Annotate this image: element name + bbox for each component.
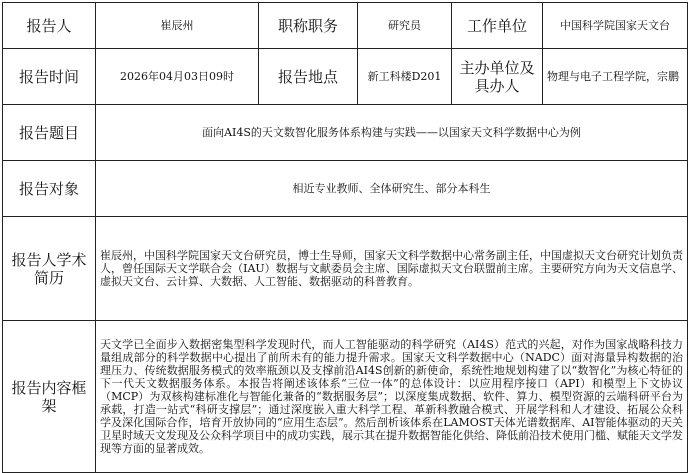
- host-value: 物理与电子工程学院，宗鹏: [543, 49, 688, 105]
- topic-value: 面向AI4S的天文数智化服务体系构建与实践——以国家天文科学数据中心为例: [96, 105, 688, 161]
- row-content: [3, 321, 688, 473]
- location-label: 报告地点: [259, 49, 358, 105]
- bio-paragraph: 崔辰州，中国科学院国家天文台研究员，博士生导师，国家天文科学数据中心常务副主任，中国虚拟天文台研究计划负责人，曾任国际天文学联合会（IAU）数据与文献委员会主席、国际虚拟天文台联盟前主席。主要研究方向为天文信息学、虚拟天文台、云计算、大数据、人工智能、数据驱动的科普教育。: [100, 248, 683, 289]
- content-paragraph: 天文学已全面步入数据密集型科学发现时代，而人工智能驱动的科学研究（AI4S）范式的兴起，对作为国家战略科技力量组成部分的科学数据中心提出了前所未有的能力提升需求。国家天文科学数据中心（NADC）面对海量异构数据的治理压力、传统数据服务模式的效率瓶颈以及支撑前沿AI4S创新的新使命，系统性地规划构建了以“数智化”为核心特征的下一代天文数据服务体系。本报告将阐述该体系“三位一体”的总体设计：以应用程序接口（API）和模型上下文协议（MCP）为双核构建标准化与智能化兼备的“数据服务层”；以深度集成数据、软件、算力、模型资源的云端科研平台为承载，打造一站式“科研支撑层”；通过深度嵌入重大科学工程、革新科教融合模式、开展学科和人才建设、拓展公众科学及深化国际合作，培育开放协同的“应用生态层”。然后剖析该体系在LAMOST天体光谱数据库、AI智能体驱动的天关卫星时域天文发现及公众科学项目中的成功实践，展示其在提升数据智能化供给、降低前沿技术使用门槛、赋能天文学发现等方面的显著成效。: [100, 337, 683, 456]
- bio-text: [96, 217, 688, 321]
- row-audience: [3, 161, 688, 217]
- position-label: 职称职务: [259, 3, 358, 49]
- report-info-table: [2, 2, 688, 473]
- row-topic: [3, 105, 688, 161]
- workplace-label: 工作单位: [452, 3, 543, 49]
- row-reporter: [3, 3, 688, 49]
- row-bio: [3, 217, 688, 321]
- topic-label: 报告题目: [3, 105, 96, 161]
- time-value: 2026年04月03日09时: [96, 49, 259, 105]
- content-label: 报告内容框架: [3, 321, 96, 473]
- reporter-value: 崔辰州: [96, 3, 259, 49]
- reporter-label: 报告人: [3, 3, 96, 49]
- audience-value: 相近专业教师、全体研究生、部分本科生: [96, 161, 688, 217]
- location-value: 新工科楼D201: [358, 49, 452, 105]
- content-text: [96, 321, 688, 473]
- time-label: 报告时间: [3, 49, 96, 105]
- row-time: [3, 49, 688, 105]
- workplace-value: 中国科学院国家天文台: [543, 3, 688, 49]
- host-label: 主办单位及具办人: [452, 49, 543, 105]
- audience-label: 报告对象: [3, 161, 96, 217]
- position-value: 研究员: [358, 3, 452, 49]
- bio-label: 报告人学术简历: [3, 217, 96, 321]
